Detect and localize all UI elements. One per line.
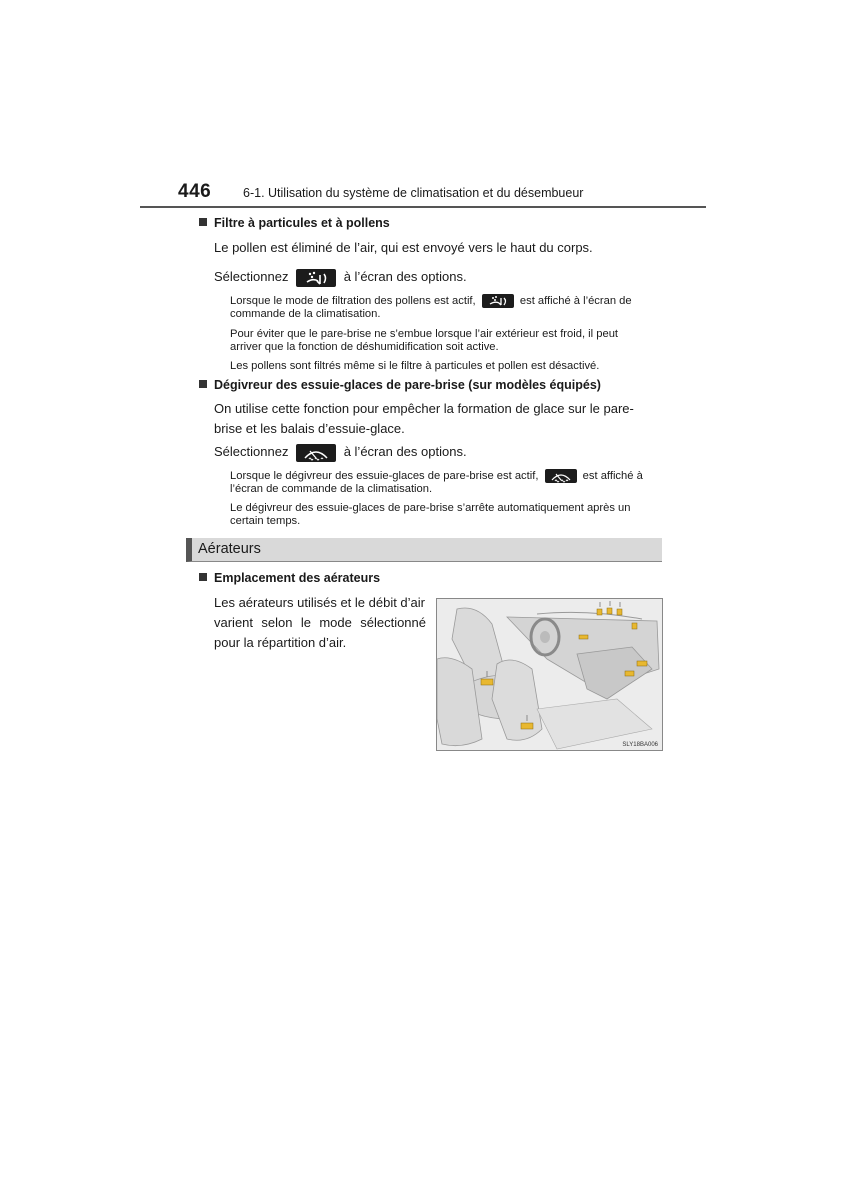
vents-body-line3: pour la répartition d’air. bbox=[214, 635, 347, 650]
deicer-body-line1: On utilise cette fonction pour empêcher la formation de glace sur le pare- bbox=[214, 401, 634, 416]
page-number: 446 bbox=[178, 181, 212, 202]
filter-heading-text: Filtre à particules et à pollens bbox=[214, 216, 390, 230]
deicer-note-1 bbox=[230, 469, 660, 496]
deicer-heading bbox=[199, 378, 601, 392]
cabin-drawing bbox=[437, 599, 663, 751]
chapter-title: 6-1. Utilisation du système de climatisation et du désembueur bbox=[243, 186, 584, 200]
deicer-note2-line2: certain temps. bbox=[230, 515, 301, 527]
cabin-vents-illustration bbox=[436, 598, 663, 751]
wiper-deicer-icon bbox=[545, 469, 577, 483]
section-header-aerateurs bbox=[186, 538, 662, 562]
deicer-note2-line1: Le dégivreur des essuie-glaces de pare-brise s’arrête automatiquement après un bbox=[230, 502, 631, 514]
deicer-note1-post: est affiché à bbox=[582, 469, 643, 482]
header-divider bbox=[140, 206, 706, 208]
filter-note1-post: est affiché à l’écran de bbox=[519, 294, 632, 307]
filter-select-pre: Sélectionnez bbox=[214, 269, 289, 284]
vents-heading bbox=[199, 571, 380, 585]
vents-body-line1: Les aérateurs utilisés et le débit d’air bbox=[214, 595, 426, 610]
deicer-select-pre: Sélectionnez bbox=[214, 444, 289, 459]
filter-note-1 bbox=[230, 294, 658, 321]
vents-heading-text: Emplacement des aérateurs bbox=[214, 571, 381, 585]
filter-note1-line2: commande de la climatisation. bbox=[230, 308, 381, 320]
filter-note2-line1: Pour éviter que le pare-brise ne s’embue lorsque l’air extérieur est froid, il peut bbox=[230, 328, 619, 340]
filter-note2-line2: arriver que la fonction de déshumidification soit active. bbox=[230, 341, 499, 353]
deicer-body bbox=[214, 399, 658, 439]
vents-body bbox=[214, 593, 426, 653]
filter-body: Le pollen est éliminé de l’air, qui est envoyé vers le haut du corps. bbox=[214, 240, 593, 255]
filter-note1-pre: Lorsque le mode de filtration des pollens est actif, bbox=[230, 294, 476, 307]
filter-note-3: Les pollens sont filtrés même si le filtre à particules et pollen est désactivé. bbox=[230, 360, 600, 372]
bullet-square-icon bbox=[199, 218, 207, 226]
deicer-select-line bbox=[214, 442, 467, 462]
deicer-heading-text: Dégivreur des essuie-glaces de pare-brise (sur modèles équipés) bbox=[214, 378, 601, 392]
figure-code: SLY18BA006 bbox=[622, 742, 658, 748]
deicer-select-post: à l’écran des options. bbox=[343, 444, 467, 459]
pollen-filter-icon bbox=[482, 294, 514, 308]
vents-body-line2: varient selon le mode sélectionné bbox=[214, 615, 426, 630]
filter-select-post: à l’écran des options. bbox=[343, 269, 467, 284]
filter-note-2 bbox=[230, 328, 660, 354]
deicer-note-2 bbox=[230, 502, 660, 528]
filter-heading bbox=[199, 216, 390, 230]
filter-select-line bbox=[214, 267, 467, 287]
pollen-filter-icon bbox=[296, 269, 336, 287]
wiper-deicer-icon bbox=[296, 444, 336, 462]
bullet-square-icon bbox=[199, 380, 207, 388]
bullet-square-icon bbox=[199, 573, 207, 581]
deicer-body-line2: brise et les balais d’essuie-glace. bbox=[214, 421, 405, 436]
section-title: Aérateurs bbox=[198, 541, 261, 557]
deicer-note1-line2: l’écran de commande de la climatisation. bbox=[230, 483, 433, 495]
deicer-note1-pre: Lorsque le dégivreur des essuie-glaces de pare-brise est actif, bbox=[230, 469, 539, 482]
